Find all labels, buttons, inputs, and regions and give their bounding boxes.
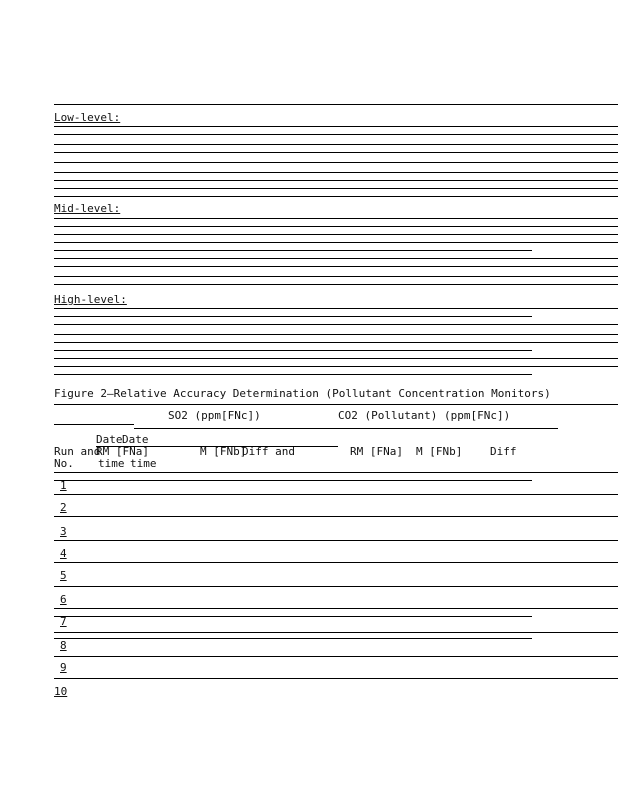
row-number: 5: [60, 569, 67, 582]
rule: [134, 428, 558, 429]
header-date-m: Date: [122, 433, 149, 446]
header-time-m: time: [130, 457, 157, 470]
rule: [54, 266, 618, 267]
row-number: 8: [60, 639, 67, 652]
header-no: No.: [54, 457, 74, 470]
rule: [54, 494, 618, 495]
header-co2-group: CO2 (Pollutant) (ppm[FNc]): [338, 409, 511, 422]
rule: [54, 404, 618, 405]
rule: [54, 276, 618, 277]
rule: [54, 358, 618, 359]
rule: [54, 152, 618, 153]
header-so2-group: SO2 (ppm[FNc]): [168, 409, 261, 422]
rule: [54, 284, 618, 285]
row-number: 10: [54, 685, 68, 698]
rule: [54, 324, 618, 325]
section-high-label: High-level:: [54, 293, 127, 306]
header-m-fnb-co2: M [FNb]: [416, 445, 463, 458]
rule: [54, 234, 618, 235]
rule: [54, 334, 618, 335]
rule: [54, 656, 618, 657]
row-number: 4: [60, 547, 67, 560]
row-number: 1: [60, 479, 67, 492]
rule: [54, 632, 618, 633]
row-number: 3: [60, 525, 67, 538]
header-rm-fna: RM [FNa]: [96, 445, 149, 458]
header-rm-fna-co2: RM [FNa]: [350, 445, 403, 458]
rule: [54, 616, 532, 617]
rule: [54, 162, 618, 163]
header-date-rm: Date: [96, 433, 123, 446]
rule: [54, 374, 532, 375]
row-number: 9: [60, 661, 67, 674]
rule: [54, 258, 618, 259]
header-time-rm: time: [98, 457, 125, 470]
rule: [54, 350, 532, 351]
rule: [54, 126, 618, 127]
rule: [54, 424, 134, 425]
row-number: 2: [60, 501, 67, 514]
rule: [54, 540, 618, 541]
rule: [54, 308, 618, 309]
rule: [54, 342, 618, 343]
rule: [54, 316, 532, 317]
rule: [54, 480, 532, 481]
rule: [54, 366, 618, 367]
rule: [54, 196, 618, 197]
rule: [54, 678, 618, 679]
rule: [54, 250, 532, 251]
rule: [54, 608, 618, 609]
rule: [54, 188, 618, 189]
rule: [54, 226, 618, 227]
header-diff-co2: Diff: [490, 445, 517, 458]
rule: [54, 172, 618, 173]
section-mid-label: Mid-level:: [54, 202, 121, 215]
rule: [54, 218, 618, 219]
rule: [54, 242, 618, 243]
rule: [54, 586, 618, 587]
header-run-and: Run and: [54, 445, 101, 458]
header-m-fnb: M [FNb]: [200, 445, 247, 458]
figure-caption: Figure 2—Relative Accuracy Determination (Pollutant Concentration Monitors): [54, 387, 551, 400]
rule: [54, 144, 618, 145]
rule: [54, 134, 618, 135]
rule: [54, 638, 532, 639]
row-number: 6: [60, 593, 67, 606]
section-low-label: Low-level:: [54, 111, 121, 124]
rule: [54, 472, 618, 473]
rule: [54, 562, 618, 563]
rule: [54, 104, 618, 105]
rule: [54, 516, 618, 517]
row-number: 7: [60, 615, 67, 628]
rule: [54, 180, 618, 181]
header-diff-and: Diff and: [242, 445, 295, 458]
